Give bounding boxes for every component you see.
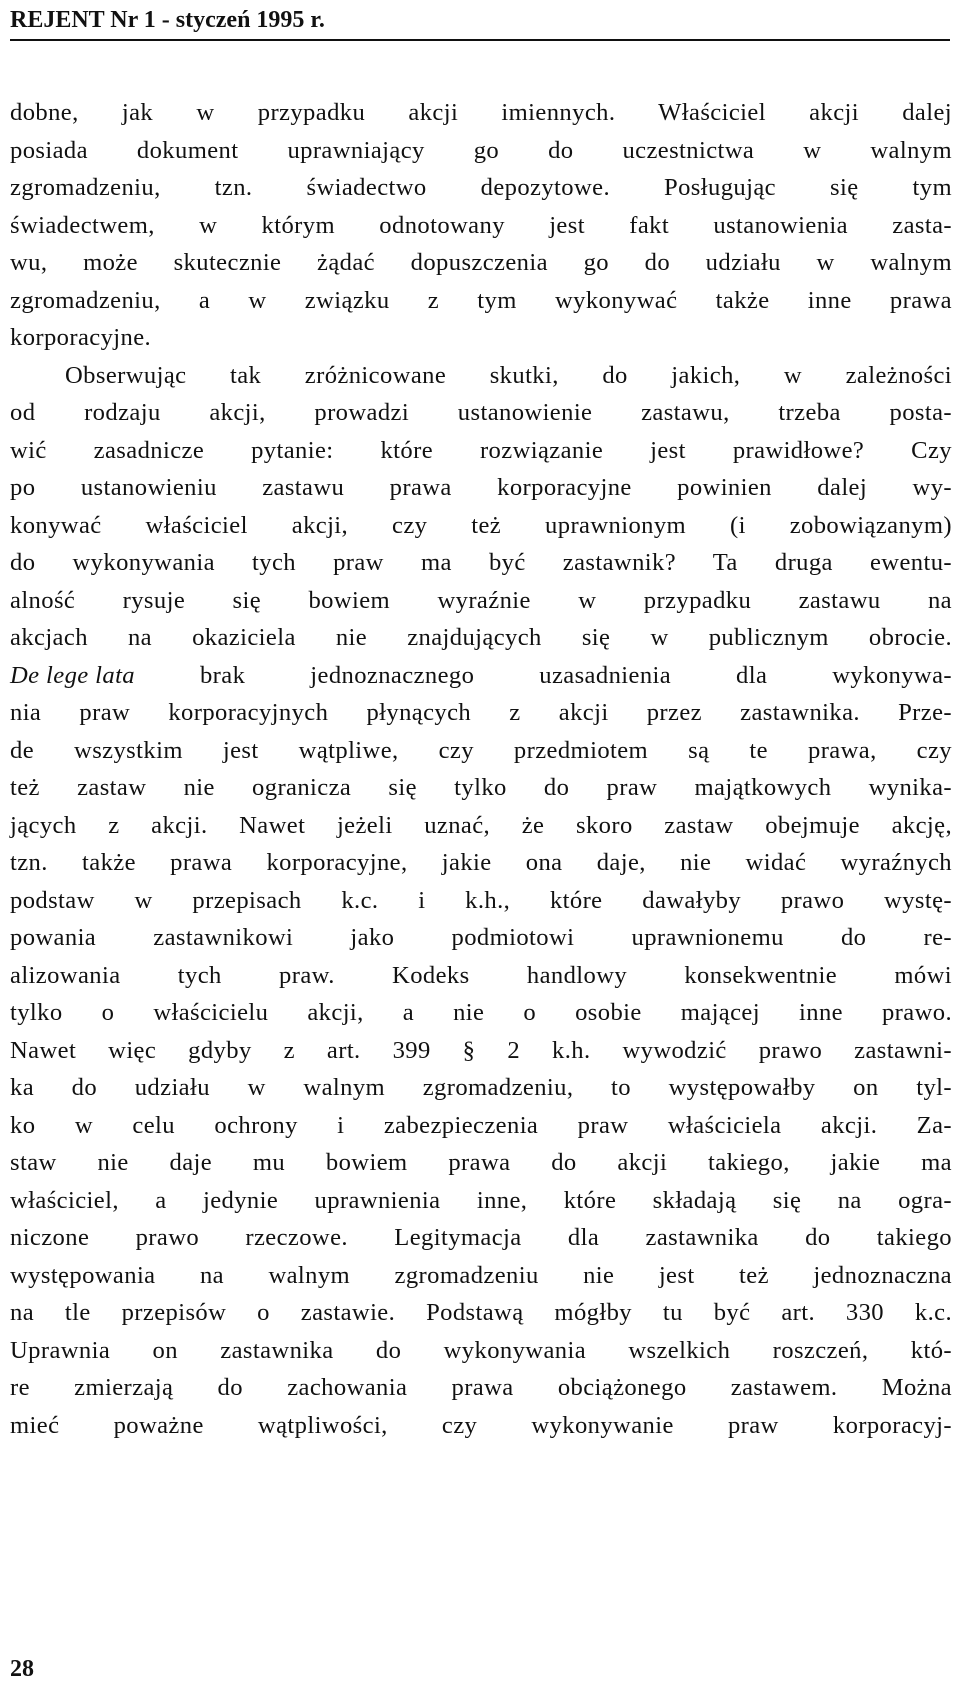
text-line: na tle przepisów o zastawie. Podstawą mógłby tu być art. 330 k.c. [10,1299,952,1326]
text-line: dobne, jak w przypadku akcji imiennych. Właściciel akcji dalej [10,99,952,126]
text-line: zgromadzeniu, tzn. świadectwo depozytowe. Posługując się tym [10,174,952,201]
text-line: alizowania tych praw. Kodeks handlowy konsekwentnie mówi [10,961,952,989]
text-line-rest: brak jednoznacznego uzasadnienia dla wykonywa- [135,661,952,689]
text-line: posiada dokument uprawniający go do uczestnictwa w walnym [10,136,952,164]
text-line: jących z akcji. Nawet jeżeli uznać, że skoro zastaw obejmuje akcję, [10,811,952,839]
text-line: ko w celu ochrony i zabezpieczenia praw właściciela akcji. Za- [10,1111,952,1139]
text-line: Nawet więc gdyby z art. 399 § 2 k.h. wywodzić prawo zastawni- [10,1036,952,1064]
text-line: niczone prawo rzeczowe. Legitymacja dla zastawnika do takiego [10,1224,952,1251]
text-line: alność rysuje się bowiem wyraźnie w przypadku zastawu na [10,586,952,614]
text-line: wu, może skutecznie żądać dopuszczenia go do udziału w walnym [10,249,952,276]
page-number: 28 [10,1656,34,1682]
text-line: właściciel, a jedynie uprawnienia inne, które składają się na ogra- [10,1186,952,1214]
text-line: po ustanowieniu zastawu prawa korporacyjne powinien dalej wy- [10,474,952,501]
text-line: ka do udziału w walnym zgromadzeniu, to występowałby on tyl- [10,1074,952,1101]
text-line: zgromadzeniu, a w związku z tym wykonywać także inne prawa [10,286,952,314]
running-header: REJENT Nr 1 - styczeń 1995 r. [10,4,950,41]
text-line: Uprawnia on zastawnika do wykonywania wszelkich roszczeń, któ- [10,1336,952,1364]
paragraph-first-line: Obserwując tak zróżnicowane skutki, do jakich, w zależności [65,361,952,389]
text-line: podstaw w przepisach k.c. i k.h., które dawałyby prawo wystę- [10,886,952,914]
text-line: powania zastawnikowi jako podmiotowi uprawnionemu do re- [10,924,952,951]
text-line: od rodzaju akcji, prowadzi ustanowienie zastawu, trzeba posta- [10,399,952,426]
text-line: też zastaw nie ogranicza się tylko do praw majątkowych wynika- [10,774,952,801]
text-line: wić zasadnicze pytanie: które rozwiązanie jest prawidłowe? Czy [10,436,952,464]
text-line: nia praw korporacyjnych płynących z akcji przez zastawnika. Prze- [10,699,952,726]
latin-phrase: De lege lata [10,661,135,689]
text-line: świadectwem, w którym odnotowany jest fakt ustanowienia zasta- [10,211,952,239]
text-line: de wszystkim jest wątpliwe, czy przedmiotem są te prawa, czy [10,736,952,764]
text-line: tylko o właścicielu akcji, a nie o osobie mającej inne prawo. [10,999,952,1026]
text-line: mieć poważne wątpliwości, czy wykonywanie praw korporacyj- [10,1411,952,1439]
text-line: konywać właściciel akcji, czy też uprawnionym (i zobowiązanym) [10,511,952,539]
text-line: do wykonywania tych praw ma być zastawnik? Ta druga ewentu- [10,549,952,576]
text-line: akcjach na okaziciela nie znajdujących się w publicznym obrocie. [10,624,952,651]
text-line: występowania na walnym zgromadzeniu nie jest też jednoznaczna [10,1261,952,1289]
body-text [10,94,952,1444]
text-line [10,657,952,695]
text-line: korporacyjne. [10,324,152,351]
text-line: staw nie daje mu bowiem prawa do akcji takiego, jakie ma [10,1149,952,1176]
text-line: re zmierzają do zachowania prawa obciążonego zastawem. Można [10,1374,952,1401]
text-line: tzn. także prawa korporacyjne, jakie ona daje, nie widać wyraźnych [10,849,952,876]
